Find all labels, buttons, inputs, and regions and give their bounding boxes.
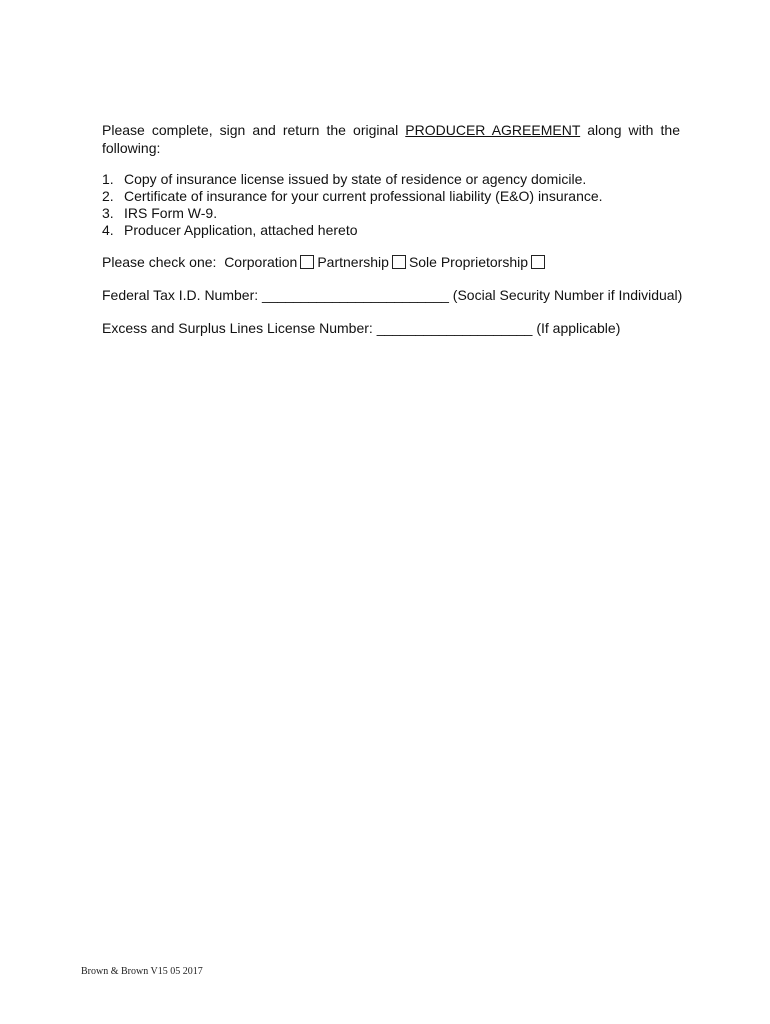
list-item xyxy=(102,205,603,222)
federal-tax-id-field[interactable]: ________________________ xyxy=(262,287,449,303)
sole-proprietorship-label: Sole Proprietorship xyxy=(408,254,528,270)
list-item-text: Producer Application, attached hereto xyxy=(124,222,358,238)
list-item xyxy=(102,171,603,188)
list-item-number: 4. xyxy=(102,222,114,238)
corporation-checkbox[interactable] xyxy=(300,255,314,269)
list-item-number: 1. xyxy=(102,171,114,187)
partnership-checkbox[interactable] xyxy=(392,255,406,269)
list-item-number: 2. xyxy=(102,188,114,204)
intro-prefix: Please complete, sign and return the original xyxy=(102,122,406,138)
excess-license-label: Excess and Surplus Lines License Number: xyxy=(102,320,373,336)
federal-tax-id-note: (Social Security Number if Individual) xyxy=(452,287,683,303)
footer-version: Brown & Brown V15 05 2017 xyxy=(81,966,203,977)
entity-type-row xyxy=(102,253,548,271)
entity-type-prompt: Please check one: xyxy=(102,254,217,270)
list-item-text: Copy of insurance license issued by state of residence or agency domicile. xyxy=(124,171,587,187)
intro-suffix: along with the following: xyxy=(102,122,680,156)
producer-agreement-text: PRODUCER AGREEMENT xyxy=(405,122,581,138)
list-item xyxy=(102,222,603,239)
sole-proprietorship-checkbox[interactable] xyxy=(531,255,545,269)
list-item-number: 3. xyxy=(102,205,114,221)
list-item-text: Certificate of insurance for your current professional liability (E&O) insurance. xyxy=(124,188,603,204)
list-item xyxy=(102,188,603,205)
corporation-label: Corporation xyxy=(224,254,298,270)
intro-paragraph xyxy=(102,121,680,157)
list-item-text: IRS Form W-9. xyxy=(124,205,218,221)
requirements-list xyxy=(102,171,603,239)
federal-tax-id-row xyxy=(102,286,682,304)
partnership-label: Partnership xyxy=(317,254,389,270)
excess-license-field[interactable]: ____________________ xyxy=(376,320,533,336)
excess-license-note: (If applicable) xyxy=(536,320,621,336)
excess-license-row xyxy=(102,319,620,337)
federal-tax-id-label: Federal Tax I.D. Number: xyxy=(102,287,259,303)
